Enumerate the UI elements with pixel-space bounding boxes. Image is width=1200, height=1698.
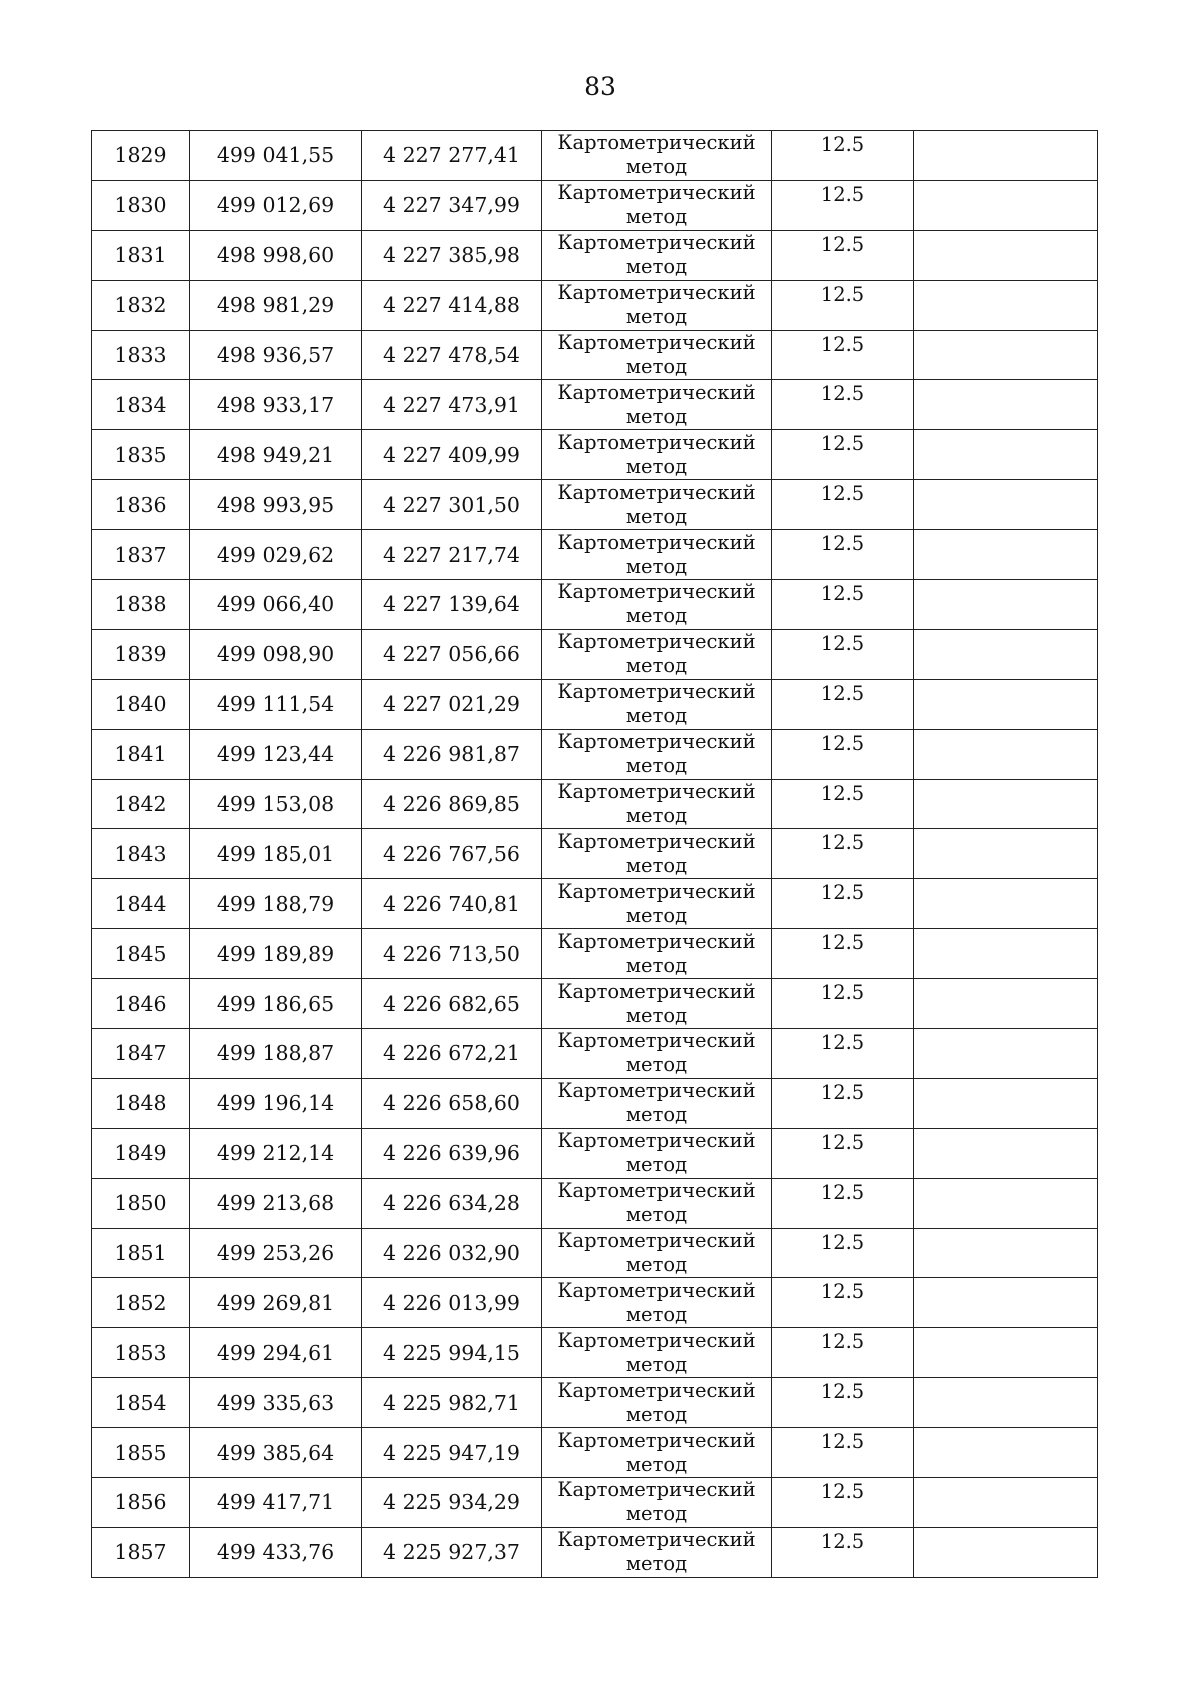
table-row xyxy=(92,330,1098,380)
table-row xyxy=(92,480,1098,530)
x-coordinate-cell: 498 998,60 xyxy=(190,230,362,280)
point-number-cell: 1850 xyxy=(92,1178,190,1228)
method-line-1: Картометрический xyxy=(557,979,756,1003)
method-line-1: Картометрический xyxy=(557,879,756,903)
method-line-1: Картометрический xyxy=(557,630,756,654)
method-cell xyxy=(542,679,772,729)
accuracy-cell: 12.5 xyxy=(772,1478,914,1528)
extra-cell xyxy=(914,330,1098,380)
y-coordinate-cell: 4 227 347,99 xyxy=(362,180,542,230)
method-line-1: Картометрический xyxy=(557,1129,756,1153)
extra-cell xyxy=(914,1029,1098,1079)
table-row xyxy=(92,829,1098,879)
method-cell xyxy=(542,480,772,530)
table-row xyxy=(92,280,1098,330)
accuracy-cell: 12.5 xyxy=(772,929,914,979)
point-number-cell: 1853 xyxy=(92,1328,190,1378)
extra-cell xyxy=(914,580,1098,630)
point-number-cell: 1838 xyxy=(92,580,190,630)
point-number-cell: 1857 xyxy=(92,1527,190,1577)
point-number-cell: 1831 xyxy=(92,230,190,280)
extra-cell xyxy=(914,1478,1098,1528)
method-line-2: метод xyxy=(625,903,688,927)
method-cell xyxy=(542,1128,772,1178)
page-number: 83 xyxy=(584,72,616,101)
method-line-2: метод xyxy=(625,1003,688,1027)
method-cell xyxy=(542,230,772,280)
method-cell xyxy=(542,1278,772,1328)
point-number-cell: 1856 xyxy=(92,1478,190,1528)
table-row xyxy=(92,131,1098,181)
extra-cell xyxy=(914,1078,1098,1128)
y-coordinate-cell: 4 226 013,99 xyxy=(362,1278,542,1328)
table-row xyxy=(92,1278,1098,1328)
method-cell xyxy=(542,729,772,779)
x-coordinate-cell: 499 012,69 xyxy=(190,180,362,230)
point-number-cell: 1842 xyxy=(92,779,190,829)
y-coordinate-cell: 4 226 740,81 xyxy=(362,879,542,929)
accuracy-cell: 12.5 xyxy=(772,230,914,280)
accuracy-cell: 12.5 xyxy=(772,280,914,330)
y-coordinate-cell: 4 227 217,74 xyxy=(362,530,542,580)
x-coordinate-cell: 499 098,90 xyxy=(190,629,362,679)
table-row xyxy=(92,879,1098,929)
method-cell xyxy=(542,380,772,430)
y-coordinate-cell: 4 226 682,65 xyxy=(362,979,542,1029)
accuracy-cell: 12.5 xyxy=(772,1178,914,1228)
accuracy-cell: 12.5 xyxy=(772,1278,914,1328)
x-coordinate-cell: 498 933,17 xyxy=(190,380,362,430)
point-number-cell: 1845 xyxy=(92,929,190,979)
method-line-2: метод xyxy=(625,953,688,977)
accuracy-cell: 12.5 xyxy=(772,530,914,580)
table-row xyxy=(92,679,1098,729)
method-line-2: метод xyxy=(625,604,688,628)
accuracy-cell: 12.5 xyxy=(772,1527,914,1577)
table-row xyxy=(92,1078,1098,1128)
method-cell xyxy=(542,829,772,879)
point-number-cell: 1849 xyxy=(92,1128,190,1178)
y-coordinate-cell: 4 226 869,85 xyxy=(362,779,542,829)
table-row xyxy=(92,1478,1098,1528)
method-cell xyxy=(542,1478,772,1528)
point-number-cell: 1846 xyxy=(92,979,190,1029)
method-cell xyxy=(542,1328,772,1378)
accuracy-cell: 12.5 xyxy=(772,879,914,929)
y-coordinate-cell: 4 227 021,29 xyxy=(362,679,542,729)
table-row xyxy=(92,729,1098,779)
method-cell xyxy=(542,1228,772,1278)
point-number-cell: 1832 xyxy=(92,280,190,330)
y-coordinate-cell: 4 227 478,54 xyxy=(362,330,542,380)
extra-cell xyxy=(914,1228,1098,1278)
method-cell xyxy=(542,879,772,929)
extra-cell xyxy=(914,1278,1098,1328)
method-line-2: метод xyxy=(625,1203,688,1227)
x-coordinate-cell: 499 123,44 xyxy=(190,729,362,779)
extra-cell xyxy=(914,230,1098,280)
table-row xyxy=(92,1128,1098,1178)
method-line-2: метод xyxy=(625,355,688,378)
extra-cell xyxy=(914,131,1098,181)
x-coordinate-cell: 499 041,55 xyxy=(190,131,362,181)
extra-cell xyxy=(914,1428,1098,1478)
method-line-1: Картометрический xyxy=(557,281,756,305)
extra-cell xyxy=(914,779,1098,829)
y-coordinate-cell: 4 227 139,64 xyxy=(362,580,542,630)
method-line-1: Картометрический xyxy=(557,1029,756,1053)
method-cell xyxy=(542,1527,772,1577)
method-line-2: метод xyxy=(625,454,688,478)
y-coordinate-cell: 4 226 713,50 xyxy=(362,929,542,979)
table-row xyxy=(92,430,1098,480)
accuracy-cell: 12.5 xyxy=(772,1128,914,1178)
y-coordinate-cell: 4 226 672,21 xyxy=(362,1029,542,1079)
table-row xyxy=(92,1178,1098,1228)
method-line-2: метод xyxy=(625,804,688,828)
table-row xyxy=(92,580,1098,630)
method-cell xyxy=(542,280,772,330)
point-number-cell: 1830 xyxy=(92,180,190,230)
x-coordinate-cell: 499 185,01 xyxy=(190,829,362,879)
extra-cell xyxy=(914,629,1098,679)
method-line-2: метод xyxy=(625,305,688,329)
point-number-cell: 1839 xyxy=(92,629,190,679)
point-number-cell: 1836 xyxy=(92,480,190,530)
method-line-2: метод xyxy=(625,404,688,428)
method-line-2: метод xyxy=(625,155,688,179)
accuracy-cell: 12.5 xyxy=(772,1378,914,1428)
method-line-2: метод xyxy=(625,654,688,678)
coordinates-table xyxy=(91,130,1098,1578)
method-cell xyxy=(542,1178,772,1228)
y-coordinate-cell: 4 227 409,99 xyxy=(362,430,542,480)
method-line-1: Картометрический xyxy=(557,331,756,354)
method-line-2: метод xyxy=(625,1053,688,1077)
y-coordinate-cell: 4 226 658,60 xyxy=(362,1078,542,1128)
method-line-1: Картометрический xyxy=(557,181,756,205)
table-row xyxy=(92,1328,1098,1378)
table-row xyxy=(92,1029,1098,1079)
accuracy-cell: 12.5 xyxy=(772,1228,914,1278)
point-number-cell: 1840 xyxy=(92,679,190,729)
accuracy-cell: 12.5 xyxy=(772,180,914,230)
method-line-2: метод xyxy=(625,853,688,877)
y-coordinate-cell: 4 225 982,71 xyxy=(362,1378,542,1428)
accuracy-cell: 12.5 xyxy=(772,480,914,530)
method-line-1: Картометрический xyxy=(557,430,756,454)
y-coordinate-cell: 4 227 473,91 xyxy=(362,380,542,430)
extra-cell xyxy=(914,829,1098,879)
method-line-1: Картометрический xyxy=(557,480,756,504)
x-coordinate-cell: 499 385,64 xyxy=(190,1428,362,1478)
accuracy-cell: 12.5 xyxy=(772,779,914,829)
method-line-2: метод xyxy=(625,1552,688,1576)
point-number-cell: 1841 xyxy=(92,729,190,779)
extra-cell xyxy=(914,679,1098,729)
y-coordinate-cell: 4 225 947,19 xyxy=(362,1428,542,1478)
method-cell xyxy=(542,180,772,230)
method-line-1: Картометрический xyxy=(557,530,756,554)
extra-cell xyxy=(914,879,1098,929)
x-coordinate-cell: 499 212,14 xyxy=(190,1128,362,1178)
extra-cell xyxy=(914,1178,1098,1228)
x-coordinate-cell: 498 981,29 xyxy=(190,280,362,330)
table-row xyxy=(92,629,1098,679)
x-coordinate-cell: 499 066,40 xyxy=(190,580,362,630)
extra-cell xyxy=(914,1378,1098,1428)
y-coordinate-cell: 4 227 414,88 xyxy=(362,280,542,330)
method-line-2: метод xyxy=(625,1452,688,1476)
coordinates-table-body xyxy=(92,131,1098,1578)
accuracy-cell: 12.5 xyxy=(772,1428,914,1478)
x-coordinate-cell: 498 949,21 xyxy=(190,430,362,480)
point-number-cell: 1851 xyxy=(92,1228,190,1278)
x-coordinate-cell: 499 417,71 xyxy=(190,1478,362,1528)
y-coordinate-cell: 4 226 032,90 xyxy=(362,1228,542,1278)
x-coordinate-cell: 499 253,26 xyxy=(190,1228,362,1278)
accuracy-cell: 12.5 xyxy=(772,131,914,181)
method-line-1: Картометрический xyxy=(557,1278,756,1302)
accuracy-cell: 12.5 xyxy=(772,829,914,879)
x-coordinate-cell: 498 993,95 xyxy=(190,480,362,530)
accuracy-cell: 12.5 xyxy=(772,1328,914,1378)
method-cell xyxy=(542,530,772,580)
y-coordinate-cell: 4 227 277,41 xyxy=(362,131,542,181)
x-coordinate-cell: 499 111,54 xyxy=(190,679,362,729)
method-line-1: Картометрический xyxy=(557,1528,756,1552)
extra-cell xyxy=(914,180,1098,230)
method-line-1: Картометрический xyxy=(557,780,756,804)
y-coordinate-cell: 4 225 994,15 xyxy=(362,1328,542,1378)
method-line-2: метод xyxy=(625,1153,688,1177)
method-cell xyxy=(542,929,772,979)
y-coordinate-cell: 4 226 634,28 xyxy=(362,1178,542,1228)
point-number-cell: 1843 xyxy=(92,829,190,879)
point-number-cell: 1834 xyxy=(92,380,190,430)
point-number-cell: 1852 xyxy=(92,1278,190,1328)
method-cell xyxy=(542,580,772,630)
y-coordinate-cell: 4 227 385,98 xyxy=(362,230,542,280)
method-line-2: метод xyxy=(625,504,688,528)
method-cell xyxy=(542,1029,772,1079)
accuracy-cell: 12.5 xyxy=(772,679,914,729)
x-coordinate-cell: 499 335,63 xyxy=(190,1378,362,1428)
method-line-1: Картометрический xyxy=(557,730,756,754)
accuracy-cell: 12.5 xyxy=(772,380,914,430)
point-number-cell: 1835 xyxy=(92,430,190,480)
x-coordinate-cell: 499 188,87 xyxy=(190,1029,362,1079)
point-number-cell: 1847 xyxy=(92,1029,190,1079)
accuracy-cell: 12.5 xyxy=(772,629,914,679)
extra-cell xyxy=(914,1328,1098,1378)
extra-cell xyxy=(914,380,1098,430)
x-coordinate-cell: 499 188,79 xyxy=(190,879,362,929)
method-line-2: метод xyxy=(625,1502,688,1526)
method-line-1: Картометрический xyxy=(557,1428,756,1452)
x-coordinate-cell: 499 433,76 xyxy=(190,1527,362,1577)
method-cell xyxy=(542,1428,772,1478)
extra-cell xyxy=(914,729,1098,779)
method-line-2: метод xyxy=(625,1253,688,1277)
point-number-cell: 1833 xyxy=(92,330,190,380)
x-coordinate-cell: 499 196,14 xyxy=(190,1078,362,1128)
table-row xyxy=(92,1228,1098,1278)
table-row xyxy=(92,1428,1098,1478)
y-coordinate-cell: 4 225 934,29 xyxy=(362,1478,542,1528)
table-row xyxy=(92,779,1098,829)
method-line-2: метод xyxy=(625,1402,688,1426)
method-line-1: Картометрический xyxy=(557,1079,756,1103)
method-cell xyxy=(542,430,772,480)
accuracy-cell: 12.5 xyxy=(772,1029,914,1079)
method-line-1: Картометрический xyxy=(557,231,756,255)
method-line-2: метод xyxy=(625,704,688,728)
method-line-1: Картометрический xyxy=(557,929,756,953)
method-cell xyxy=(542,1078,772,1128)
method-cell xyxy=(542,979,772,1029)
point-number-cell: 1829 xyxy=(92,131,190,181)
point-number-cell: 1844 xyxy=(92,879,190,929)
x-coordinate-cell: 499 029,62 xyxy=(190,530,362,580)
x-coordinate-cell: 499 186,65 xyxy=(190,979,362,1029)
extra-cell xyxy=(914,480,1098,530)
method-line-1: Картометрический xyxy=(557,380,756,404)
method-line-1: Картометрический xyxy=(557,1328,756,1352)
accuracy-cell: 12.5 xyxy=(772,580,914,630)
table-row xyxy=(92,979,1098,1029)
table-row xyxy=(92,180,1098,230)
method-line-2: метод xyxy=(625,554,688,578)
method-line-2: метод xyxy=(625,754,688,778)
accuracy-cell: 12.5 xyxy=(772,979,914,1029)
accuracy-cell: 12.5 xyxy=(772,430,914,480)
y-coordinate-cell: 4 227 301,50 xyxy=(362,480,542,530)
method-cell xyxy=(542,1378,772,1428)
accuracy-cell: 12.5 xyxy=(772,729,914,779)
table-row xyxy=(92,929,1098,979)
method-cell xyxy=(542,629,772,679)
point-number-cell: 1855 xyxy=(92,1428,190,1478)
x-coordinate-cell: 499 213,68 xyxy=(190,1178,362,1228)
method-cell xyxy=(542,330,772,380)
y-coordinate-cell: 4 227 056,66 xyxy=(362,629,542,679)
method-cell xyxy=(542,779,772,829)
method-line-1: Картометрический xyxy=(557,1179,756,1203)
accuracy-cell: 12.5 xyxy=(772,1078,914,1128)
method-line-1: Картометрический xyxy=(557,1378,756,1402)
method-line-2: метод xyxy=(625,1302,688,1326)
table-row xyxy=(92,1527,1098,1577)
x-coordinate-cell: 499 269,81 xyxy=(190,1278,362,1328)
accuracy-cell: 12.5 xyxy=(772,330,914,380)
method-line-2: метод xyxy=(625,1103,688,1127)
x-coordinate-cell: 499 189,89 xyxy=(190,929,362,979)
method-line-1: Картометрический xyxy=(557,580,756,604)
method-line-1: Картометрический xyxy=(557,1229,756,1253)
y-coordinate-cell: 4 226 981,87 xyxy=(362,729,542,779)
method-line-1: Картометрический xyxy=(557,131,756,155)
table-row xyxy=(92,530,1098,580)
method-line-1: Картометрический xyxy=(557,1478,756,1502)
extra-cell xyxy=(914,280,1098,330)
table-row xyxy=(92,230,1098,280)
x-coordinate-cell: 498 936,57 xyxy=(190,330,362,380)
y-coordinate-cell: 4 225 927,37 xyxy=(362,1527,542,1577)
extra-cell xyxy=(914,430,1098,480)
x-coordinate-cell: 499 294,61 xyxy=(190,1328,362,1378)
point-number-cell: 1854 xyxy=(92,1378,190,1428)
method-line-1: Картометрический xyxy=(557,829,756,853)
point-number-cell: 1837 xyxy=(92,530,190,580)
y-coordinate-cell: 4 226 639,96 xyxy=(362,1128,542,1178)
method-cell xyxy=(542,131,772,181)
method-line-2: метод xyxy=(625,1352,688,1376)
point-number-cell: 1848 xyxy=(92,1078,190,1128)
table-row xyxy=(92,380,1098,430)
method-line-2: метод xyxy=(625,255,688,279)
extra-cell xyxy=(914,1527,1098,1577)
method-line-1: Картометрический xyxy=(557,680,756,704)
extra-cell xyxy=(914,929,1098,979)
extra-cell xyxy=(914,530,1098,580)
table-row xyxy=(92,1378,1098,1428)
method-line-2: метод xyxy=(625,205,688,229)
y-coordinate-cell: 4 226 767,56 xyxy=(362,829,542,879)
extra-cell xyxy=(914,1128,1098,1178)
x-coordinate-cell: 499 153,08 xyxy=(190,779,362,829)
extra-cell xyxy=(914,979,1098,1029)
